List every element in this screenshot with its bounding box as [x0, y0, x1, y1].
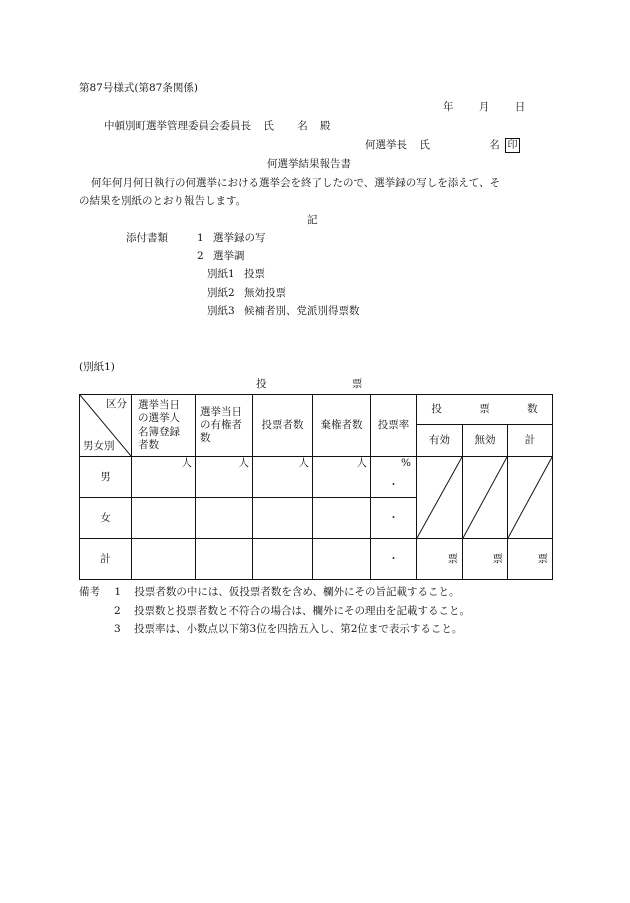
- attachment-item-1-num: 1: [197, 232, 204, 244]
- attachment-sub-3-label: 別紙3: [207, 305, 235, 317]
- table-row: [80, 539, 553, 580]
- sender-title: 何選挙長: [365, 139, 407, 151]
- row-label-female: 女: [80, 498, 132, 539]
- col-eligible-header: [196, 395, 253, 457]
- addressee-mei: 名: [297, 120, 308, 132]
- note-3-num: 3: [114, 623, 121, 635]
- female-rate-cell[interactable]: [371, 498, 417, 539]
- valid-votes-na-cell: [417, 457, 463, 539]
- notes-line-2: [114, 605, 470, 618]
- attachment-sub-1: [207, 268, 265, 281]
- col-valid-header: 有効: [417, 425, 463, 457]
- attachment-item-2: [197, 250, 245, 263]
- total-valid-votes-cell[interactable]: [417, 539, 463, 580]
- col-registered-line-1: 選挙当日: [138, 399, 180, 412]
- col-voters-header: 投票者数: [253, 395, 313, 457]
- attachment-sub-2-text: 無効投票: [244, 287, 287, 299]
- body-line-1: 何年何月何日執行の何選挙における選挙会を終了したので、選挙録の写しを添えて、そ: [91, 177, 501, 189]
- annex-label: (別紙1): [79, 361, 115, 373]
- total-abstain-cell[interactable]: [313, 539, 371, 580]
- col-registered-header: [132, 395, 196, 457]
- note-1-text: 投票者数の中には、仮投票者数を含め、欄外にその旨記載すること。: [134, 586, 460, 598]
- diagonal-slash: [417, 457, 462, 538]
- sender-mei: 名: [489, 139, 500, 151]
- male-voters-cell[interactable]: [253, 457, 313, 498]
- total-registered-cell[interactable]: [132, 539, 196, 580]
- col-invalid-header: 無効: [463, 425, 508, 457]
- kubun-label: 区分: [106, 398, 127, 410]
- form-number: 第87号様式(第87条関係): [79, 82, 198, 94]
- addressee-dono: 殿: [320, 120, 331, 132]
- vote-table: [79, 394, 553, 580]
- total-invalid-votes-cell[interactable]: [463, 539, 508, 580]
- invalid-votes-na-cell: [463, 457, 508, 539]
- col-eligible-line-3: 数: [200, 432, 211, 445]
- unit-person: 人: [181, 457, 192, 469]
- table-row: [80, 457, 553, 498]
- table-title: [256, 378, 362, 391]
- votes-header-3: 数: [527, 403, 538, 416]
- votes-group-header: [417, 395, 553, 425]
- unit-vote: 票: [492, 552, 503, 565]
- total-voters-cell[interactable]: [253, 539, 313, 580]
- male-registered-cell[interactable]: [132, 457, 196, 498]
- female-eligible-cell[interactable]: [196, 498, 253, 539]
- note-2-num: 2: [114, 605, 121, 617]
- col-abstain-header: 棄権者数: [313, 395, 371, 457]
- unit-person: 人: [238, 457, 249, 469]
- sender-line: [365, 138, 520, 153]
- attachment-sub-2-label: 別紙2: [207, 287, 235, 299]
- male-abstain-cell[interactable]: [313, 457, 371, 498]
- col-eligible-line-2: の有権者: [200, 418, 242, 431]
- total-eligible-cell[interactable]: [196, 539, 253, 580]
- diagonal-slash: [508, 457, 552, 538]
- attachment-sub-3-text: 候補者別、党派別得票数: [244, 305, 360, 317]
- note-1-num: 1: [114, 586, 122, 598]
- notes-line-1: [79, 586, 459, 599]
- table-title-left: 投: [256, 378, 267, 390]
- total-all-votes-cell[interactable]: [508, 539, 553, 580]
- date-day: 日: [514, 101, 526, 113]
- rate-decimal-dot: ・: [388, 478, 399, 491]
- female-registered-cell[interactable]: [132, 498, 196, 539]
- male-rate-cell[interactable]: [371, 457, 417, 498]
- attachment-item-1-text: 選挙録の写: [213, 232, 266, 244]
- row-label-total: 計: [80, 539, 132, 580]
- unit-vote: 票: [447, 552, 458, 565]
- female-abstain-cell[interactable]: [313, 498, 371, 539]
- body-line-2: の結果を別紙のとおり報告します。: [79, 195, 247, 207]
- rate-decimal-dot: ・: [388, 552, 399, 565]
- col-registered-line-3: 名簿登録: [138, 425, 180, 438]
- attachment-sub-1-label: 別紙1: [207, 268, 235, 280]
- attachment-sub-1-text: 投票: [244, 268, 266, 280]
- sender-shi: 氏: [419, 139, 430, 151]
- attachment-item-2-num: 2: [197, 250, 204, 262]
- attachment-sub-2: [207, 287, 286, 300]
- seal-mark: 印: [505, 138, 520, 153]
- male-eligible-cell[interactable]: [196, 457, 253, 498]
- ki-heading: 記: [307, 214, 318, 226]
- female-voters-cell[interactable]: [253, 498, 313, 539]
- total-rate-cell[interactable]: [371, 539, 417, 580]
- diagonal-slash: [463, 457, 507, 538]
- date-year: 年: [443, 101, 454, 113]
- attachment-sub-3: [207, 305, 360, 318]
- addressee-line: [104, 120, 331, 133]
- col-eligible-line-1: 選挙当日: [200, 405, 242, 418]
- attachments-label: 添付書類: [126, 232, 168, 244]
- addressee-org: 中頓別町選挙管理委員会委員長: [104, 120, 251, 132]
- unit-person: 人: [298, 457, 309, 469]
- addressee-shi: 氏: [263, 120, 274, 132]
- votes-header-1: 投: [431, 403, 442, 416]
- attachment-item-1: [197, 232, 266, 245]
- col-registered-line-4: 者数: [138, 438, 159, 451]
- table-title-right: 票: [351, 378, 363, 390]
- votes-header-2: 票: [479, 403, 490, 416]
- unit-person: 人: [356, 457, 367, 469]
- attachment-item-2-text: 選挙調: [213, 250, 245, 262]
- col-rate-header: 投票率: [371, 395, 417, 457]
- col-registered-line-2: の選挙人: [138, 412, 180, 425]
- col-total-header: 計: [508, 425, 553, 457]
- row-label-male: 男: [80, 457, 132, 498]
- note-2-text: 投票数と投票者数と不符合の場合は、欄外にその理由を記載すること。: [134, 605, 471, 617]
- date-line: [443, 101, 525, 114]
- unit-vote: 票: [537, 552, 549, 565]
- danjo-label: 男女別: [83, 440, 115, 453]
- rate-decimal-dot: ・: [388, 511, 399, 524]
- rate-percent-unit: %: [401, 457, 411, 469]
- notes-line-3: [114, 623, 462, 636]
- document-title: 何選挙結果報告書: [267, 158, 351, 170]
- kubun-header-cell: [80, 395, 132, 457]
- note-3-text: 投票率は、小数点以下第3位を四捨五入し、第2位まで表示すること。: [134, 623, 463, 635]
- date-month: 月: [478, 101, 490, 113]
- notes-label: 備考: [79, 586, 100, 598]
- total-votes-na-cell: [508, 457, 553, 539]
